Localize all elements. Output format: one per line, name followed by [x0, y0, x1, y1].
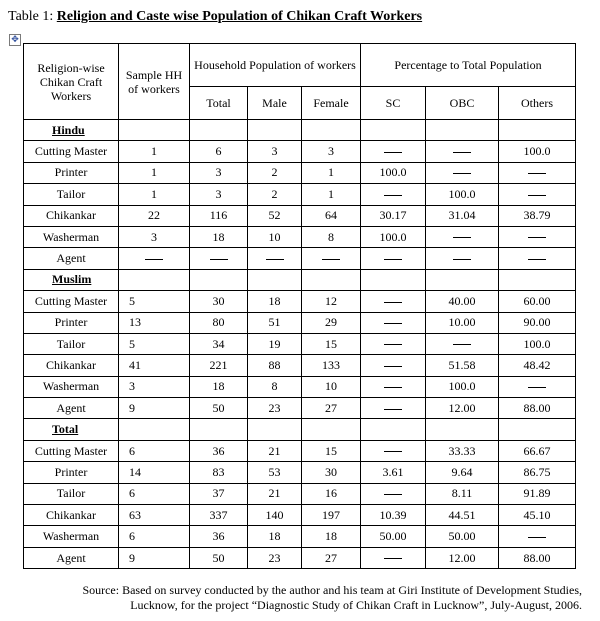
empty-cell [190, 269, 248, 290]
caption-prefix: Table 1: [8, 9, 57, 24]
cell-name: Printer [24, 462, 119, 483]
cell-female: 1 [302, 184, 361, 205]
empty-cell [119, 120, 190, 141]
cell-others [499, 526, 576, 547]
cell-others: 66.67 [499, 440, 576, 461]
header-obc: OBC [426, 87, 499, 120]
cell-others: 86.75 [499, 462, 576, 483]
dash-mark [453, 344, 471, 345]
dash-mark [384, 558, 402, 559]
cell-sc [361, 248, 426, 269]
cell-male: 2 [248, 162, 302, 183]
dash-mark [384, 366, 402, 367]
dash-mark [384, 451, 402, 452]
cell-others: 60.00 [499, 291, 576, 312]
cell-male: 23 [248, 398, 302, 419]
cell-hh: 3 [119, 376, 190, 397]
cell-others: 91.89 [499, 483, 576, 504]
empty-cell [302, 120, 361, 141]
cell-total: 36 [190, 440, 248, 461]
dash-mark [384, 344, 402, 345]
dash-mark [528, 237, 546, 238]
empty-cell [248, 120, 302, 141]
cell-sc [361, 483, 426, 504]
cell-others: 100.0 [499, 333, 576, 354]
table-row [24, 376, 576, 397]
caption-title: Religion and Caste wise Population of Chikan Craft Workers [56, 9, 423, 24]
dash-mark [322, 259, 340, 260]
dash-mark [528, 259, 546, 260]
cell-sc [361, 312, 426, 333]
cell-total: 116 [190, 205, 248, 226]
cell-sc [361, 547, 426, 568]
dash-mark [528, 387, 546, 388]
table-row [24, 248, 576, 269]
cell-total: 18 [190, 226, 248, 247]
cell-female: 27 [302, 398, 361, 419]
cell-hh: 1 [119, 184, 190, 205]
cell-male: 21 [248, 440, 302, 461]
table-row [24, 141, 576, 162]
dash-mark [384, 259, 402, 260]
cell-name: Washerman [24, 526, 119, 547]
cell-sc [361, 184, 426, 205]
empty-cell [248, 419, 302, 440]
table-row [24, 547, 576, 568]
empty-cell [426, 120, 499, 141]
cell-obc: 100.0 [426, 184, 499, 205]
empty-cell [190, 120, 248, 141]
cell-hh: 1 [119, 141, 190, 162]
cell-male: 2 [248, 184, 302, 205]
source-line-1: Source: Based on survey conducted by the author and his team at Giri Institute of Development Studies, [82, 583, 582, 597]
cell-male: 10 [248, 226, 302, 247]
section-label: Total [24, 419, 119, 440]
cell-sc: 100.0 [361, 226, 426, 247]
cell-name: Tailor [24, 483, 119, 504]
dash-mark [384, 302, 402, 303]
table-caption [8, 8, 422, 26]
table-row [24, 355, 576, 376]
cell-female [302, 248, 361, 269]
cell-name: Cutting Master [24, 440, 119, 461]
dash-mark [384, 323, 402, 324]
dash-mark [528, 195, 546, 196]
empty-cell [361, 419, 426, 440]
cell-sc [361, 440, 426, 461]
cell-name: Cutting Master [24, 141, 119, 162]
cell-obc [426, 248, 499, 269]
empty-cell [426, 419, 499, 440]
cell-others [499, 376, 576, 397]
source-line-2: Lucknow, for the project “Diagnostic Study of Chikan Craft in Lucknow”, July-August, 2006. [130, 598, 582, 612]
section-label: Hindu [24, 120, 119, 141]
cell-female: 30 [302, 462, 361, 483]
cell-hh: 3 [119, 226, 190, 247]
cell-total [190, 248, 248, 269]
cell-others [499, 248, 576, 269]
header-row-1 [24, 44, 576, 87]
cell-male: 52 [248, 205, 302, 226]
cell-total: 50 [190, 547, 248, 568]
cell-obc: 40.00 [426, 291, 499, 312]
cell-name: Chikankar [24, 205, 119, 226]
dash-mark [453, 152, 471, 153]
dash-mark [453, 237, 471, 238]
cell-sc: 10.39 [361, 505, 426, 526]
cell-obc [426, 141, 499, 162]
cell-others: 88.00 [499, 547, 576, 568]
table-row [24, 526, 576, 547]
cell-male [248, 248, 302, 269]
cell-others: 100.0 [499, 141, 576, 162]
cell-hh: 6 [119, 440, 190, 461]
cell-others: 48.42 [499, 355, 576, 376]
cell-hh: 5 [119, 291, 190, 312]
cell-obc: 50.00 [426, 526, 499, 547]
table-row [24, 291, 576, 312]
cell-obc: 51.58 [426, 355, 499, 376]
cell-sc: 50.00 [361, 526, 426, 547]
table-row [24, 505, 576, 526]
cell-total: 6 [190, 141, 248, 162]
dash-mark [528, 173, 546, 174]
cell-obc: 44.51 [426, 505, 499, 526]
dash-mark [453, 259, 471, 260]
table-row [24, 440, 576, 461]
cell-female: 8 [302, 226, 361, 247]
cell-hh: 41 [119, 355, 190, 376]
table-row [24, 398, 576, 419]
cell-male: 51 [248, 312, 302, 333]
table-row [24, 333, 576, 354]
dash-mark [145, 259, 163, 260]
empty-cell [302, 419, 361, 440]
cell-others: 38.79 [499, 205, 576, 226]
cell-obc: 8.11 [426, 483, 499, 504]
cell-name: Agent [24, 248, 119, 269]
cell-name: Cutting Master [24, 291, 119, 312]
cell-name: Printer [24, 312, 119, 333]
cell-total: 30 [190, 291, 248, 312]
header-total: Total [190, 87, 248, 120]
cell-male: 8 [248, 376, 302, 397]
cell-male: 23 [248, 547, 302, 568]
cell-female: 3 [302, 141, 361, 162]
cell-total: 50 [190, 398, 248, 419]
cell-sc [361, 333, 426, 354]
cell-total: 3 [190, 184, 248, 205]
cell-hh: 14 [119, 462, 190, 483]
header-percentage: Percentage to Total Population [361, 44, 576, 87]
cell-total: 221 [190, 355, 248, 376]
dash-mark [453, 173, 471, 174]
cell-hh: 1 [119, 162, 190, 183]
cell-sc [361, 355, 426, 376]
empty-cell [426, 269, 499, 290]
empty-cell [119, 269, 190, 290]
move-handle-icon[interactable]: ✥ [9, 34, 21, 46]
cell-others: 45.10 [499, 505, 576, 526]
cell-obc [426, 162, 499, 183]
table-row [24, 312, 576, 333]
empty-cell [499, 269, 576, 290]
table-row [24, 162, 576, 183]
cell-obc: 100.0 [426, 376, 499, 397]
empty-cell [302, 269, 361, 290]
cell-total: 36 [190, 526, 248, 547]
header-household-population: Household Population of workers [190, 44, 361, 87]
table-row [24, 462, 576, 483]
dash-mark [384, 494, 402, 495]
cell-name: Washerman [24, 376, 119, 397]
cell-female: 197 [302, 505, 361, 526]
empty-cell [499, 120, 576, 141]
dash-mark [384, 387, 402, 388]
cell-others [499, 162, 576, 183]
header-male: Male [248, 87, 302, 120]
cell-hh: 22 [119, 205, 190, 226]
cell-sc [361, 291, 426, 312]
cell-male: 18 [248, 526, 302, 547]
cell-female: 10 [302, 376, 361, 397]
empty-cell [361, 269, 426, 290]
dash-mark [210, 259, 228, 260]
table-row [24, 483, 576, 504]
cell-male: 53 [248, 462, 302, 483]
cell-name: Chikankar [24, 355, 119, 376]
table-row [24, 226, 576, 247]
cell-obc [426, 226, 499, 247]
cell-female: 15 [302, 333, 361, 354]
cell-female: 12 [302, 291, 361, 312]
cell-name: Washerman [24, 226, 119, 247]
table-row [24, 205, 576, 226]
cell-male: 18 [248, 291, 302, 312]
cell-hh: 5 [119, 333, 190, 354]
cell-sc: 3.61 [361, 462, 426, 483]
empty-cell [190, 419, 248, 440]
header-workers: Religion-wise Chikan Craft Workers [24, 44, 119, 120]
cell-hh: 6 [119, 483, 190, 504]
cell-sc [361, 141, 426, 162]
cell-male: 140 [248, 505, 302, 526]
cell-name: Agent [24, 398, 119, 419]
section-label: Muslim [24, 269, 119, 290]
cell-name: Chikankar [24, 505, 119, 526]
cell-name: Tailor [24, 333, 119, 354]
cell-total: 18 [190, 376, 248, 397]
empty-cell [499, 419, 576, 440]
table-row [24, 184, 576, 205]
empty-cell [361, 120, 426, 141]
cell-total: 37 [190, 483, 248, 504]
cell-hh [119, 248, 190, 269]
empty-cell [119, 419, 190, 440]
cell-sc: 30.17 [361, 205, 426, 226]
cell-obc: 9.64 [426, 462, 499, 483]
cell-female: 18 [302, 526, 361, 547]
section-row-total [24, 419, 576, 440]
dash-mark [528, 537, 546, 538]
cell-sc [361, 398, 426, 419]
header-others: Others [499, 87, 576, 120]
cell-female: 15 [302, 440, 361, 461]
empty-cell [248, 269, 302, 290]
cell-female: 1 [302, 162, 361, 183]
cell-name: Printer [24, 162, 119, 183]
cell-female: 29 [302, 312, 361, 333]
cell-total: 3 [190, 162, 248, 183]
dash-mark [384, 409, 402, 410]
cell-hh: 63 [119, 505, 190, 526]
header-sc: SC [361, 87, 426, 120]
cell-name: Tailor [24, 184, 119, 205]
cell-male: 88 [248, 355, 302, 376]
section-row-hindu [24, 120, 576, 141]
dash-mark [384, 195, 402, 196]
cell-female: 16 [302, 483, 361, 504]
cell-sc [361, 376, 426, 397]
dash-mark [266, 259, 284, 260]
cell-hh: 13 [119, 312, 190, 333]
cell-others: 88.00 [499, 398, 576, 419]
cell-hh: 9 [119, 398, 190, 419]
cell-sc: 100.0 [361, 162, 426, 183]
header-female: Female [302, 87, 361, 120]
cell-others [499, 226, 576, 247]
cell-male: 19 [248, 333, 302, 354]
population-table [23, 43, 576, 569]
cell-obc: 12.00 [426, 547, 499, 568]
cell-hh: 6 [119, 526, 190, 547]
cell-male: 3 [248, 141, 302, 162]
cell-total: 83 [190, 462, 248, 483]
cell-female: 133 [302, 355, 361, 376]
dash-mark [384, 152, 402, 153]
cell-total: 34 [190, 333, 248, 354]
cell-total: 80 [190, 312, 248, 333]
cell-total: 337 [190, 505, 248, 526]
source-note [10, 583, 582, 613]
cell-obc: 12.00 [426, 398, 499, 419]
section-row-muslim [24, 269, 576, 290]
cell-female: 27 [302, 547, 361, 568]
cell-others: 90.00 [499, 312, 576, 333]
cell-obc: 31.04 [426, 205, 499, 226]
header-sample-hh: Sample HH of workers [119, 44, 190, 120]
cell-female: 64 [302, 205, 361, 226]
cell-male: 21 [248, 483, 302, 504]
cell-obc: 10.00 [426, 312, 499, 333]
cell-hh: 9 [119, 547, 190, 568]
cell-name: Agent [24, 547, 119, 568]
cell-obc [426, 333, 499, 354]
cell-others [499, 184, 576, 205]
cell-obc: 33.33 [426, 440, 499, 461]
